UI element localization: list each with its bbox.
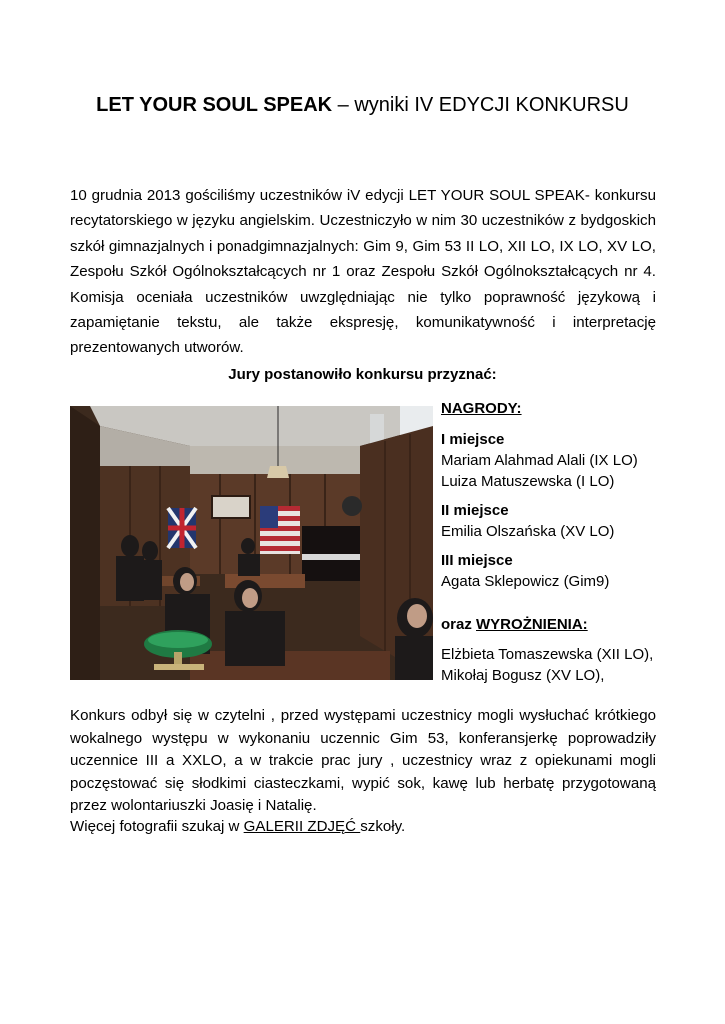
gallery-text: Więcej fotografii szukaj w — [70, 818, 244, 835]
intro-paragraph: 10 grudnia 2013 gościliśmy uczestników iV edycji LET YOUR SOUL SPEAK- konkursu recytatorskiego w języku angielskim. Uczestniczyło w nim 30 uczestników z bydgoskich szkół gimnazjalnych i ponadgimnazjalnych: Gim 9, Gim 53 II LO, XII LO, IX LO, XV LO, Zespołu Szkół Ogólnokształcących nr 1 oraz Zespołu Szkół Ogólnokształcących nr 4. Komisja oceniała uczestników uwzględniając nie tylko poprawność językową i zapamiętanie tekstu, ale także ekspresję, komunikatywność i interpretację prezentowanych utworów. — [70, 187, 656, 357]
awards-heading: NAGRODY: — [441, 400, 522, 417]
second-place-winner: Emilia Olszańska (XV LO) — [441, 523, 615, 540]
title-rest: – wyniki IV EDYCJI KONKURSU — [332, 94, 629, 116]
third-place-winner: Agata Sklepowicz (Gim9) — [441, 573, 610, 590]
second-place-label: II miejsce — [441, 502, 509, 519]
closing-paragraph: Konkurs odbył się w czytelni , przed występami uczestnicy mogli wysłuchać krótkiego wokalnego występu w wykonaniu uczennic Gim 53, konferansjerkę poprowadziły uczennice III a XXLO, a w trakcie prac jury , uczestnicy wraz z opiekunami mogli poczęstować się słodkimi ciasteczkami, wypić sok, kawę lub herbatę przygotowaną przez wolontariuszki Joasię i Natalię. — [70, 707, 656, 815]
gallery-link[interactable]: GALERII ZDJĘĆ — [243, 818, 361, 835]
third-place-label: III miejsce — [441, 552, 513, 569]
distinction-entry: Elżbieta Tomaszewska (XII LO), — [441, 646, 654, 663]
distinctions-prefix: oraz — [441, 616, 477, 633]
title-bold: LET YOUR SOUL SPEAK — [96, 94, 333, 116]
page-title — [0, 92, 725, 118]
gallery-line — [70, 818, 405, 835]
first-place-winner: Luiza Matuszewska (I LO) — [441, 473, 615, 490]
first-place-winner: Mariam Alahmad Alali (IX LO) — [441, 452, 638, 469]
gallery-text-end: szkoły. — [360, 818, 406, 835]
distinctions-title: WYROŻNIENIA: — [476, 616, 588, 633]
jury-heading: Jury postanowiło konkursu przyznać: — [228, 366, 497, 383]
first-place-label: I miejsce — [441, 431, 505, 448]
reading-room-photo — [70, 406, 433, 680]
contest-photo — [70, 406, 433, 680]
distinction-entry: Mikołaj Bogusz (XV LO), — [441, 667, 605, 684]
distinctions-heading — [441, 616, 588, 633]
